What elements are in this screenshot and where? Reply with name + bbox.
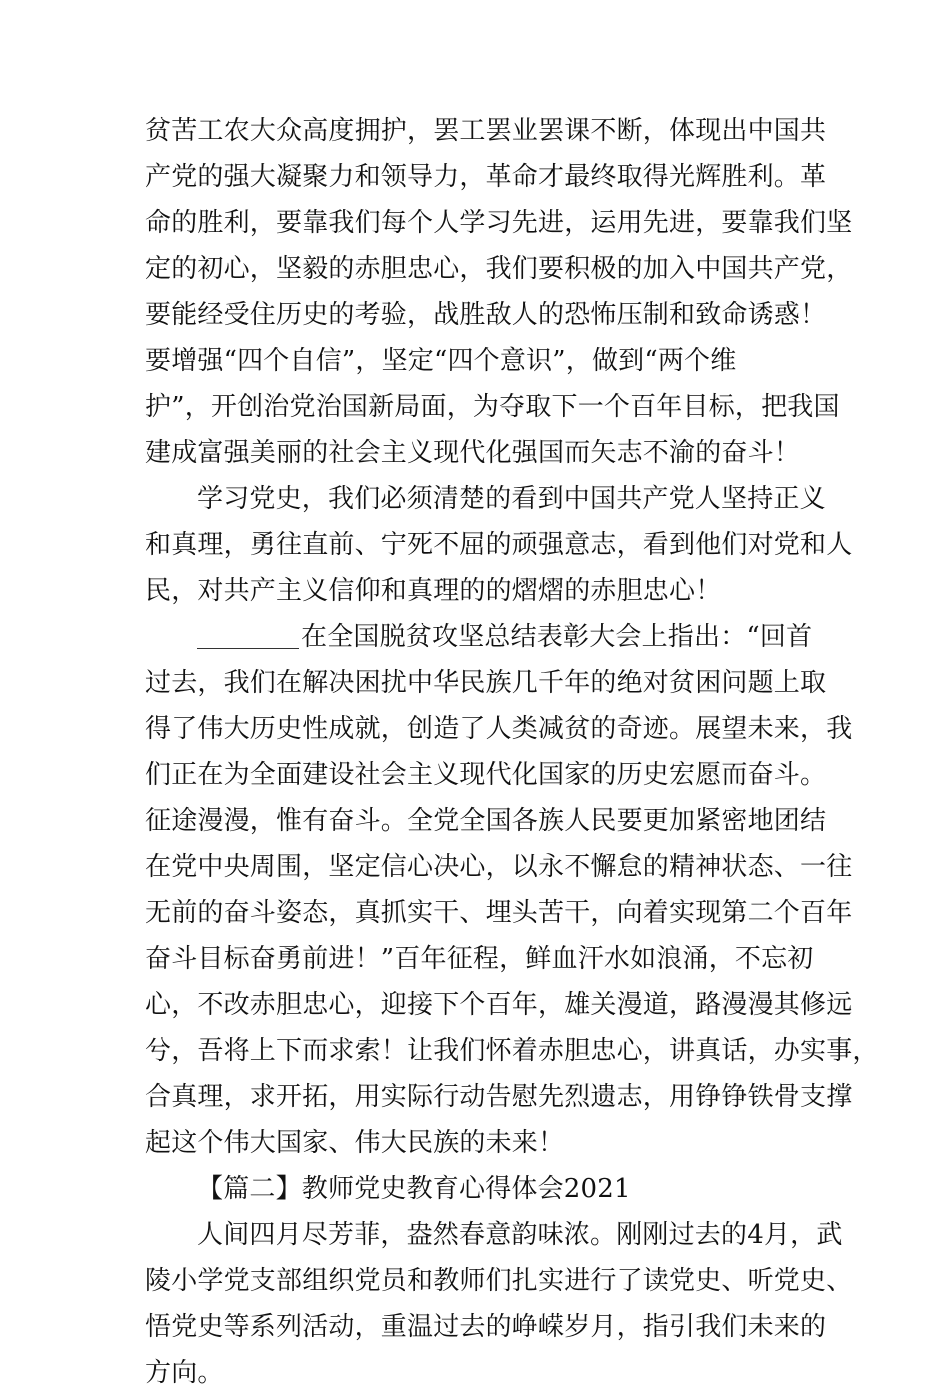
text-line: 民，对共产主义信仰和真理的的熠熠的赤胆忠心！	[145, 576, 722, 606]
text-line: 起这个伟大国家、伟大民族的未来！	[145, 1128, 565, 1158]
document-body	[145, 108, 879, 1396]
paragraph-3	[145, 614, 879, 1166]
text-line: 无前的奋斗姿态，真抓实干、埋头苦干，向着实现第二个百年	[145, 898, 853, 928]
redacted-name-blank	[197, 622, 299, 649]
text-line: 贫苦工农大众高度拥护，罢工罢业罢课不断，体现出中国共	[145, 116, 827, 146]
paragraph-1	[145, 108, 853, 476]
text-line: 学习党史，我们必须清楚的看到中国共产党人坚持正义	[197, 484, 826, 514]
text-line: 要增强“四个自信”，坚定“四个意识”，做到“两个维	[145, 346, 737, 376]
text-line: 心，不改赤胆忠心，迎接下个百年，雄关漫道，路漫漫其修远	[145, 990, 853, 1020]
text-line: 人间四月尽芳菲，盎然春意韵味浓。刚刚过去的4月，武	[197, 1220, 843, 1250]
paragraph-2	[145, 476, 853, 614]
text-line	[145, 614, 825, 660]
section-heading: 【篇二】教师党史教育心得体会2021	[197, 1174, 631, 1204]
text-line: 们正在为全面建设社会主义现代化国家的历史宏愿而奋斗。	[145, 760, 827, 790]
text-line: 定的初心，坚毅的赤胆忠心，我们要积极的加入中国共产党，	[145, 254, 853, 284]
text-line: 征途漫漫，惟有奋斗。全党全国各族人民要更加紧密地团结	[145, 806, 827, 836]
text-line: 在党中央周围，坚定信心决心，以永不懈怠的精神状态、一往	[145, 852, 853, 882]
text-line: 得了伟大历史性成就，创造了人类减贫的奇迹。展望未来，我	[145, 714, 853, 744]
text-line: 陵小学党支部组织党员和教师们扎实进行了读党史、听党史、	[145, 1266, 853, 1296]
text-line: 方向。	[145, 1358, 224, 1388]
text-segment: 在全国脱贫攻坚总结表彰大会上指出：“回首	[301, 622, 813, 652]
text-line: 悟党史等系列活动，重温过去的峥嵘岁月，指引我们未来的	[145, 1312, 827, 1342]
text-line: 建成富强美丽的社会主义现代化强国而矢志不渝的奋斗！	[145, 438, 801, 468]
paragraph-4	[145, 1212, 853, 1396]
text-line: 命的胜利，要靠我们每个人学习先进，运用先进，要靠我们坚	[145, 208, 853, 238]
text-line: 兮，吾将上下而求索！让我们怀着赤胆忠心，讲真话，办实事，	[145, 1036, 879, 1066]
text-line: 合真理，求开拓，用实际行动告慰先烈遗志，用铮铮铁骨支撑	[145, 1082, 853, 1112]
text-line: 过去，我们在解决困扰中华民族几千年的绝对贫困问题上取	[145, 668, 827, 698]
text-line: 奋斗目标奋勇前进！”百年征程，鲜血汗水如浪涌，不忘初	[145, 944, 814, 974]
text-line: 要能经受住历史的考验，战胜敌人的恐怖压制和致命诱惑！	[145, 300, 827, 330]
text-line: 和真理，勇往直前、宁死不屈的顽强意志，看到他们对党和人	[145, 530, 853, 560]
text-line: 产党的强大凝聚力和领导力，革命才最终取得光辉胜利。革	[145, 162, 827, 192]
text-line: 护”，开创治党治国新局面，为夺取下一个百年目标，把我国	[145, 392, 840, 422]
